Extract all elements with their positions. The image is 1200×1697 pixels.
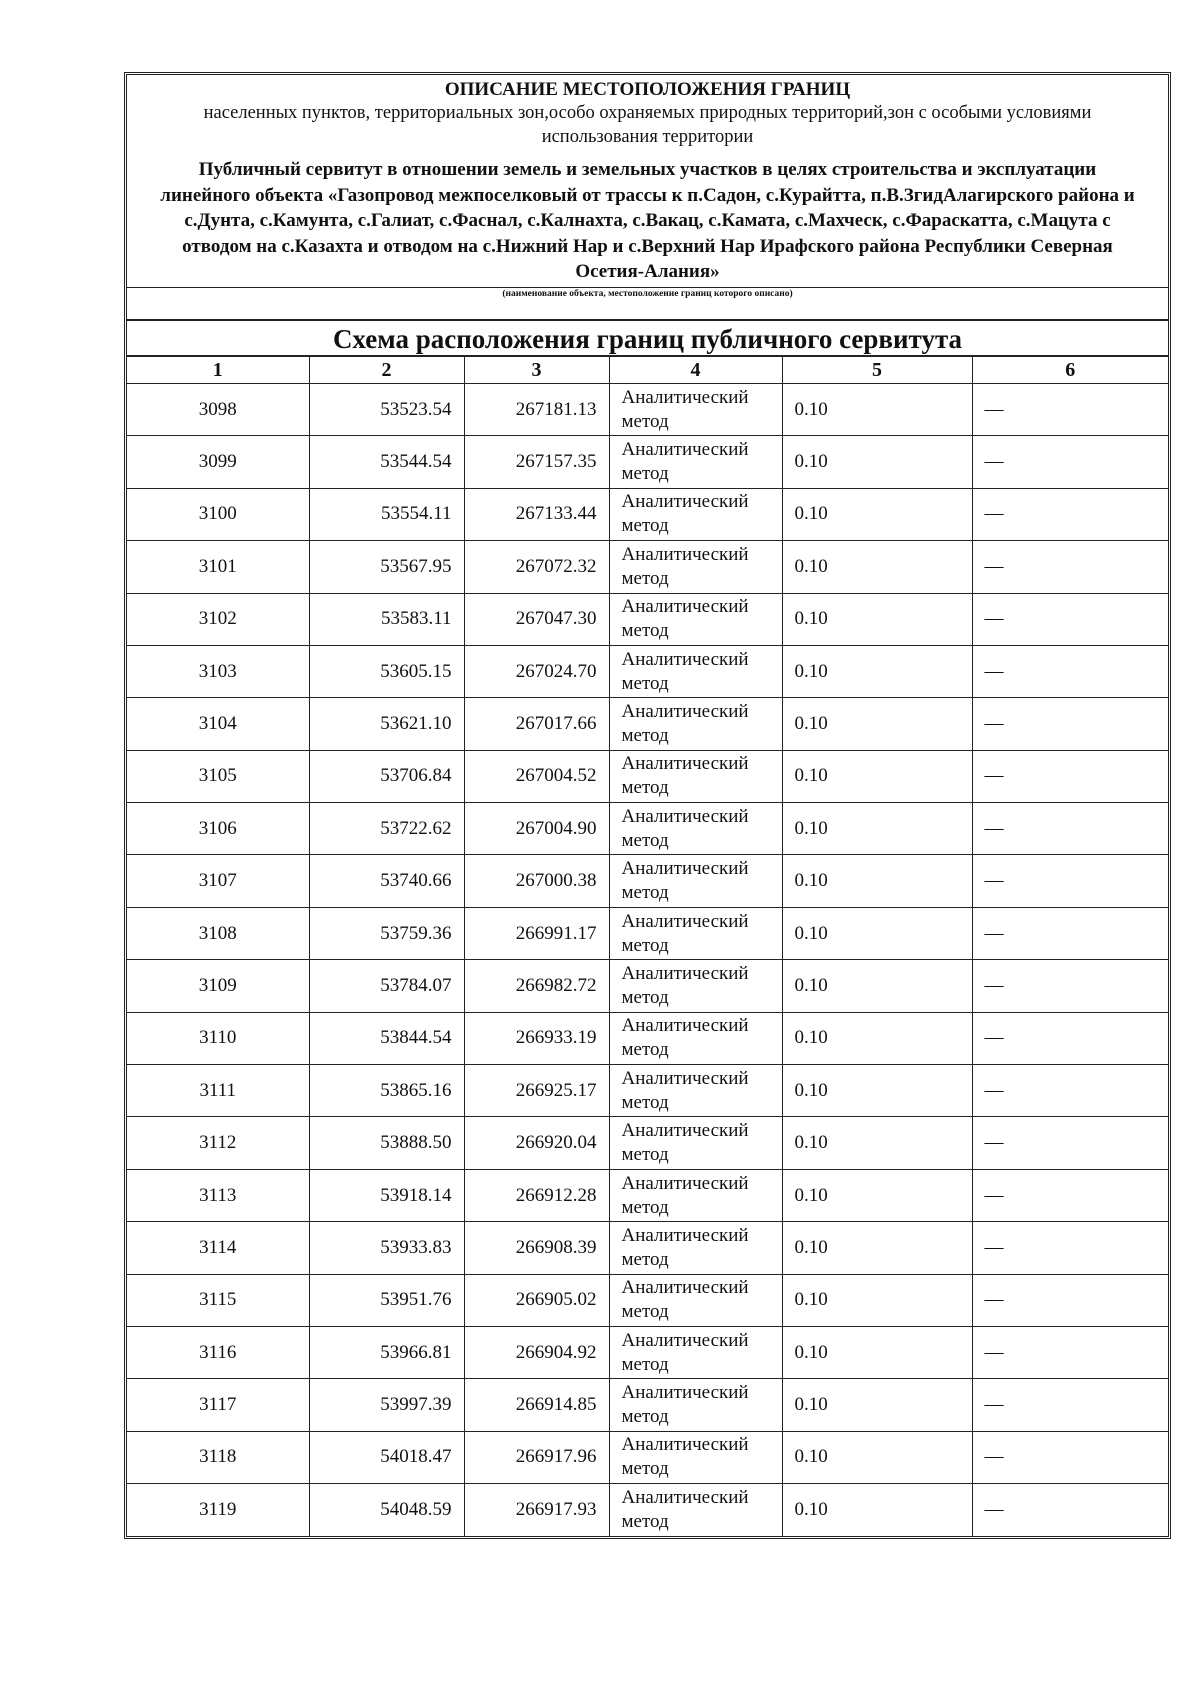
table-row <box>127 1484 1168 1536</box>
x-coordinate-cell: 53621.10 <box>309 698 464 750</box>
accuracy-cell: 0.10 <box>782 907 972 959</box>
accuracy-cell: 0.10 <box>782 698 972 750</box>
x-coordinate-cell: 53933.83 <box>309 1222 464 1274</box>
document-title: ОПИСАНИЕ МЕСТОПОЛОЖЕНИЯ ГРАНИЦ <box>444 79 851 100</box>
document-header <box>127 75 1168 288</box>
point-number-cell: 3109 <box>127 960 309 1012</box>
accuracy-cell: 0.10 <box>782 1379 972 1431</box>
description-cell: — <box>972 1222 1168 1274</box>
point-number-cell: 3116 <box>127 1327 309 1379</box>
table-row <box>127 541 1168 593</box>
x-coordinate-cell: 54048.59 <box>309 1484 464 1536</box>
description-cell: — <box>972 855 1168 907</box>
table-row <box>127 698 1168 750</box>
scheme-title: Схема расположения границ публичного сервитута <box>127 320 1168 356</box>
column-header: 2 <box>309 356 464 383</box>
coordinates-table <box>127 356 1168 1536</box>
description-cell: — <box>972 803 1168 855</box>
x-coordinate-cell: 53722.62 <box>309 803 464 855</box>
accuracy-cell: 0.10 <box>782 1169 972 1221</box>
accuracy-cell: 0.10 <box>782 488 972 540</box>
x-coordinate-cell: 54018.47 <box>309 1431 464 1483</box>
y-coordinate-cell: 266912.28 <box>464 1169 609 1221</box>
accuracy-cell: 0.10 <box>782 803 972 855</box>
method-cell: Аналитический метод <box>609 1222 782 1274</box>
accuracy-cell: 0.10 <box>782 960 972 1012</box>
y-coordinate-cell: 266933.19 <box>464 1012 609 1064</box>
x-coordinate-cell: 53583.11 <box>309 593 464 645</box>
method-cell: Аналитический метод <box>609 907 782 959</box>
x-coordinate-cell: 53997.39 <box>309 1379 464 1431</box>
method-cell: Аналитический метод <box>609 1379 782 1431</box>
table-row <box>127 1117 1168 1169</box>
table-row <box>127 383 1168 435</box>
description-cell: — <box>972 1117 1168 1169</box>
y-coordinate-cell: 267017.66 <box>464 698 609 750</box>
y-coordinate-cell: 266920.04 <box>464 1117 609 1169</box>
method-cell: Аналитический метод <box>609 855 782 907</box>
accuracy-cell: 0.10 <box>782 645 972 697</box>
y-coordinate-cell: 266925.17 <box>464 1065 609 1117</box>
point-number-cell: 3113 <box>127 1169 309 1221</box>
method-cell: Аналитический метод <box>609 1065 782 1117</box>
x-coordinate-cell: 53759.36 <box>309 907 464 959</box>
y-coordinate-cell: 266991.17 <box>464 907 609 959</box>
method-cell: Аналитический метод <box>609 1117 782 1169</box>
description-cell: — <box>972 698 1168 750</box>
description-cell: — <box>972 960 1168 1012</box>
point-number-cell: 3118 <box>127 1431 309 1483</box>
object-name: Публичный сервитут в отношении земель и земельных участков в целях строительства и эксплуатации линейного объекта «Газопровод межпоселковый от трассы к п.Садон, с.Курайтта, п.В.ЗгидАлагирского района и с.Дунта, с.Камунта, с.Галиат, с.Фаснал, с.Калнахта, с.Вакац, с.Камата, с.Махческ, с.Фараскатта, с.Мацута с отводом на с.Казахта и отводом на с.Нижний Нар и с.Верхний Нар Ирафского района Республики Северная Осетия-Алания» <box>160 159 1135 283</box>
description-cell: — <box>972 1012 1168 1064</box>
accuracy-cell: 0.10 <box>782 1431 972 1483</box>
point-number-cell: 3114 <box>127 1222 309 1274</box>
method-cell: Аналитический метод <box>609 488 782 540</box>
table-row <box>127 803 1168 855</box>
method-cell: Аналитический метод <box>609 698 782 750</box>
method-cell: Аналитический метод <box>609 1012 782 1064</box>
column-header: 5 <box>782 356 972 383</box>
document-subtitle: населенных пунктов, территориальных зон,особо охраняемых природных территорий,зон с особыми условиями использования территории <box>203 103 1092 147</box>
accuracy-cell: 0.10 <box>782 541 972 593</box>
method-cell: Аналитический метод <box>609 1431 782 1483</box>
description-cell: — <box>972 488 1168 540</box>
x-coordinate-cell: 53706.84 <box>309 750 464 802</box>
table-row <box>127 1431 1168 1483</box>
table-row <box>127 1012 1168 1064</box>
x-coordinate-cell: 53523.54 <box>309 383 464 435</box>
point-number-cell: 3107 <box>127 855 309 907</box>
table-row <box>127 1327 1168 1379</box>
point-number-cell: 3106 <box>127 803 309 855</box>
x-coordinate-cell: 53865.16 <box>309 1065 464 1117</box>
table-row <box>127 855 1168 907</box>
method-cell: Аналитический метод <box>609 541 782 593</box>
table-row <box>127 1065 1168 1117</box>
method-cell: Аналитический метод <box>609 803 782 855</box>
description-cell: — <box>972 645 1168 697</box>
table-row <box>127 750 1168 802</box>
y-coordinate-cell: 266917.96 <box>464 1431 609 1483</box>
table-row <box>127 645 1168 697</box>
y-coordinate-cell: 266905.02 <box>464 1274 609 1326</box>
y-coordinate-cell: 267000.38 <box>464 855 609 907</box>
object-caption: (наименование объекта, местоположение границ которого описано) <box>127 288 1168 320</box>
y-coordinate-cell: 267047.30 <box>464 593 609 645</box>
method-cell: Аналитический метод <box>609 1274 782 1326</box>
point-number-cell: 3102 <box>127 593 309 645</box>
table-row <box>127 1169 1168 1221</box>
y-coordinate-cell: 267004.90 <box>464 803 609 855</box>
description-cell: — <box>972 1379 1168 1431</box>
description-cell: — <box>972 1169 1168 1221</box>
y-coordinate-cell: 267181.13 <box>464 383 609 435</box>
y-coordinate-cell: 266982.72 <box>464 960 609 1012</box>
point-number-cell: 3119 <box>127 1484 309 1536</box>
method-cell: Аналитический метод <box>609 383 782 435</box>
point-number-cell: 3117 <box>127 1379 309 1431</box>
point-number-cell: 3115 <box>127 1274 309 1326</box>
description-cell: — <box>972 1065 1168 1117</box>
description-cell: — <box>972 1274 1168 1326</box>
method-cell: Аналитический метод <box>609 436 782 488</box>
x-coordinate-cell: 53605.15 <box>309 645 464 697</box>
point-number-cell: 3099 <box>127 436 309 488</box>
x-coordinate-cell: 53567.95 <box>309 541 464 593</box>
x-coordinate-cell: 53554.11 <box>309 488 464 540</box>
column-header: 4 <box>609 356 782 383</box>
y-coordinate-cell: 267133.44 <box>464 488 609 540</box>
y-coordinate-cell: 266914.85 <box>464 1379 609 1431</box>
y-coordinate-cell: 267004.52 <box>464 750 609 802</box>
y-coordinate-cell: 267157.35 <box>464 436 609 488</box>
point-number-cell: 3105 <box>127 750 309 802</box>
method-cell: Аналитический метод <box>609 1327 782 1379</box>
table-row <box>127 436 1168 488</box>
method-cell: Аналитический метод <box>609 593 782 645</box>
accuracy-cell: 0.10 <box>782 750 972 802</box>
method-cell: Аналитический метод <box>609 645 782 697</box>
y-coordinate-cell: 266908.39 <box>464 1222 609 1274</box>
table-row <box>127 907 1168 959</box>
point-number-cell: 3112 <box>127 1117 309 1169</box>
document-frame <box>124 72 1171 1539</box>
x-coordinate-cell: 53918.14 <box>309 1169 464 1221</box>
description-cell: — <box>972 907 1168 959</box>
description-cell: — <box>972 1484 1168 1536</box>
table-row <box>127 593 1168 645</box>
x-coordinate-cell: 53740.66 <box>309 855 464 907</box>
description-cell: — <box>972 383 1168 435</box>
point-number-cell: 3108 <box>127 907 309 959</box>
table-row <box>127 1379 1168 1431</box>
table-row <box>127 488 1168 540</box>
y-coordinate-cell: 266917.93 <box>464 1484 609 1536</box>
accuracy-cell: 0.10 <box>782 1065 972 1117</box>
method-cell: Аналитический метод <box>609 1484 782 1536</box>
method-cell: Аналитический метод <box>609 1169 782 1221</box>
y-coordinate-cell: 267024.70 <box>464 645 609 697</box>
point-number-cell: 3110 <box>127 1012 309 1064</box>
x-coordinate-cell: 53544.54 <box>309 436 464 488</box>
description-cell: — <box>972 436 1168 488</box>
accuracy-cell: 0.10 <box>782 1222 972 1274</box>
accuracy-cell: 0.10 <box>782 1484 972 1536</box>
x-coordinate-cell: 53888.50 <box>309 1117 464 1169</box>
accuracy-cell: 0.10 <box>782 1327 972 1379</box>
table-header-row <box>127 356 1168 383</box>
x-coordinate-cell: 53784.07 <box>309 960 464 1012</box>
column-header: 1 <box>127 356 309 383</box>
table-row <box>127 960 1168 1012</box>
description-cell: — <box>972 541 1168 593</box>
accuracy-cell: 0.10 <box>782 1012 972 1064</box>
x-coordinate-cell: 53844.54 <box>309 1012 464 1064</box>
point-number-cell: 3104 <box>127 698 309 750</box>
description-cell: — <box>972 593 1168 645</box>
point-number-cell: 3111 <box>127 1065 309 1117</box>
method-cell: Аналитический метод <box>609 960 782 1012</box>
accuracy-cell: 0.10 <box>782 855 972 907</box>
method-cell: Аналитический метод <box>609 750 782 802</box>
point-number-cell: 3098 <box>127 383 309 435</box>
table-row <box>127 1274 1168 1326</box>
y-coordinate-cell: 266904.92 <box>464 1327 609 1379</box>
accuracy-cell: 0.10 <box>782 1274 972 1326</box>
accuracy-cell: 0.10 <box>782 383 972 435</box>
point-number-cell: 3103 <box>127 645 309 697</box>
accuracy-cell: 0.10 <box>782 593 972 645</box>
accuracy-cell: 0.10 <box>782 1117 972 1169</box>
description-cell: — <box>972 1327 1168 1379</box>
x-coordinate-cell: 53966.81 <box>309 1327 464 1379</box>
column-header: 3 <box>464 356 609 383</box>
point-number-cell: 3100 <box>127 488 309 540</box>
accuracy-cell: 0.10 <box>782 436 972 488</box>
table-row <box>127 1222 1168 1274</box>
point-number-cell: 3101 <box>127 541 309 593</box>
description-cell: — <box>972 750 1168 802</box>
x-coordinate-cell: 53951.76 <box>309 1274 464 1326</box>
column-header: 6 <box>972 356 1168 383</box>
description-cell: — <box>972 1431 1168 1483</box>
y-coordinate-cell: 267072.32 <box>464 541 609 593</box>
